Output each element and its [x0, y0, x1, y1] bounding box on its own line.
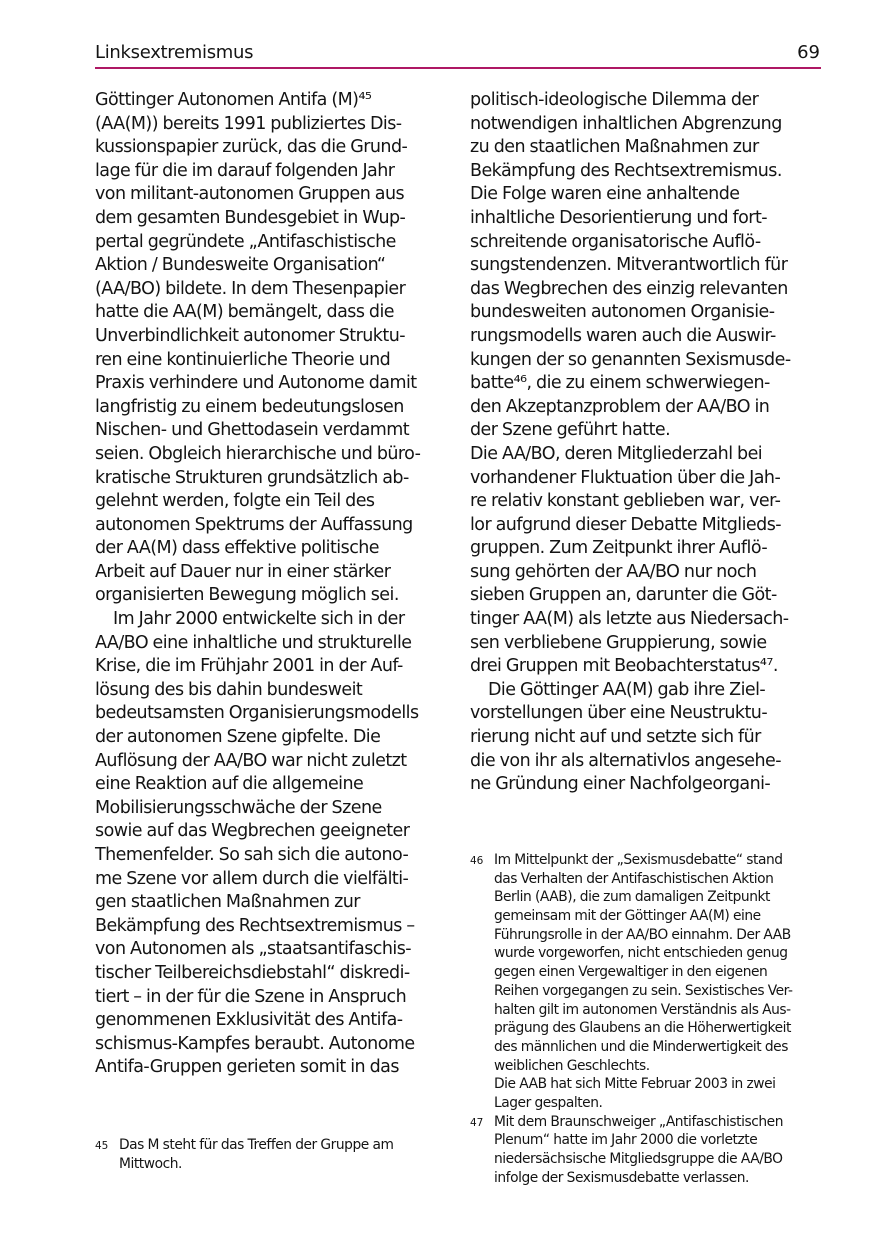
body-line: Die Göttinger AA(M) gab ihre Ziel-: [488, 679, 766, 700]
footnote-line: infolge der Sexismusdebatte verlassen.: [494, 1169, 749, 1186]
body-line: kussionspapier zurück, das die Grund-: [95, 137, 408, 158]
body-line: ne Gründung einer Nachfolgeorgani-: [470, 774, 771, 795]
paragraph: [470, 679, 824, 797]
body-line: dem gesamten Bundesgebiet in Wup-: [95, 207, 406, 228]
body-line: gelehnt werden, folgte ein Teil des: [95, 491, 375, 512]
body-line: (AA(M)) bereits 1991 publiziertes Dis-: [95, 113, 402, 134]
body-line: re relativ konstant geblieben war, ver-: [470, 491, 781, 512]
body-line: der autonomen Szene gipfelte. Die: [95, 727, 381, 748]
body-line: Auflösung der AA/BO war nicht zuletzt: [95, 750, 407, 771]
footnote-marker: 46: [470, 855, 484, 867]
body-line: lor aufgrund dieser Debatte Mitglieds-: [470, 514, 782, 535]
paragraph: [470, 443, 824, 679]
body-line: sen verbliebene Gruppierung, sowie: [470, 632, 767, 653]
footnote-line: Das M steht für das Treffen der Gruppe am: [119, 1137, 394, 1153]
footnote-line: Plenum“ hatte im Jahr 2000 die vorletzte: [494, 1132, 758, 1149]
footnote-line: Mittwoch.: [119, 1155, 182, 1172]
paragraph: [95, 608, 445, 1080]
body-line: batte⁴⁶, die zu einem schwerwiegen-: [470, 373, 770, 394]
footnote-line: Im Mittelpunkt der „Sexismusdebatte“ stand: [494, 852, 783, 868]
body-line: Aktion / Bundesweite Organisation“: [95, 255, 386, 276]
footnote-marker: 47: [470, 1116, 484, 1129]
footnote-line: Führungsrolle in der AA/BO einnahm. Der AAB: [494, 926, 791, 943]
body-line: Bekämpfung des Rechtsextremismus.: [470, 160, 782, 181]
body-line: Antifa-Gruppen gerieten somit in das: [95, 1057, 399, 1078]
body-line: autonomen Spektrums der Auffassung: [95, 514, 413, 535]
body-line: vorstellungen über eine Neustruktu-: [470, 703, 768, 724]
footnote: [470, 1113, 824, 1188]
body-line: sungstendenzen. Mitverantwortlich für: [470, 255, 788, 276]
body-line: (AA/BO) bildete. In dem Thesenpapier: [95, 278, 406, 299]
body-line: me Szene vor allem durch die vielfälti-: [95, 868, 409, 889]
body-line: lage für die im darauf folgenden Jahr: [95, 160, 395, 181]
footnote: [95, 1136, 445, 1173]
body-line: die von ihr als alternativlos angesehe-: [470, 750, 782, 771]
paragraph: [95, 89, 445, 608]
footnote: [470, 851, 824, 1113]
footnote-line: Die AAB hat sich Mitte Februar 2003 in zwei: [494, 1076, 776, 1093]
body-line: sieben Gruppen an, darunter die Göt-: [470, 585, 777, 606]
body-line: sung gehörten der AA/BO nur noch: [470, 561, 757, 582]
body-line: den Akzeptanzproblem der AA/BO in: [470, 396, 770, 417]
body-line: gruppen. Zum Zeitpunkt ihrer Auflö-: [470, 538, 768, 559]
body-line: organisierten Bewegung möglich sei.: [95, 585, 399, 606]
body-line: Unverbindlichkeit autonomer Struktu-: [95, 325, 405, 346]
body-line: von militant-autonomen Gruppen aus: [95, 184, 405, 205]
footnote-line: weiblichen Geschlechts.: [494, 1057, 650, 1074]
footnote-line: Berlin (AAB), die zum damaligen Zeitpunkt: [494, 889, 770, 906]
body-line: notwendigen inhaltlichen Abgrenzung: [470, 113, 782, 134]
body-line: kungen der so genannten Sexismusde-: [470, 349, 791, 370]
body-line: Im Jahr 2000 entwickelte sich in der: [113, 609, 405, 630]
body-line: der AA(M) dass effektive politische: [95, 538, 380, 559]
body-line: rierung nicht auf und setzte sich für: [470, 727, 761, 748]
body-line: rungsmodells waren auch die Auswir-: [470, 325, 776, 346]
footnote-line: wurde vorgeworfen, nicht entschieden genug: [494, 945, 788, 962]
footnote-line: Reihen vorgegangen zu sein. Sexistisches Ver-: [494, 982, 793, 999]
body-line: der Szene geführt hatte.: [470, 420, 671, 441]
body-line: das Wegbrechen des einzig relevanten: [470, 278, 788, 299]
body-line: hatte die AA(M) bemängelt, dass die: [95, 302, 394, 323]
body-line: inhaltliche Desorientierung und fort-: [470, 207, 768, 228]
body-line: tischer Teilbereichsdiebstahl“ diskredi-: [95, 962, 410, 983]
column-left: [95, 89, 445, 1080]
footnote-line: des männlichen und die Minderwertigkeit des: [494, 1038, 788, 1055]
body-line: tinger AA(M) als letzte aus Niedersach-: [470, 609, 789, 630]
running-header-title: Linksextremismus: [95, 42, 254, 63]
footnote-line: gemeinsam mit der Göttinger AA(M) eine: [494, 908, 761, 925]
footnotes-left: [95, 1136, 445, 1173]
footnote-line: Mit dem Braunschweiger „Antifaschistischen: [494, 1113, 783, 1130]
body-line: seien. Obgleich hierarchische und büro-: [95, 443, 421, 464]
body-line: von Autonomen als „staatsantifaschis-: [95, 939, 412, 960]
body-line: schismus-Kampfes beraubt. Autonome: [95, 1033, 415, 1054]
body-line: Die Folge waren eine anhaltende: [470, 184, 740, 205]
paragraph: [470, 89, 824, 443]
body-line: Göttinger Autonomen Antifa (M)⁴⁵: [95, 90, 372, 110]
body-line: vorhandener Fluktuation über die Jah-: [470, 467, 781, 488]
header-rule: [95, 67, 821, 69]
footnote-marker: 45: [95, 1140, 109, 1152]
body-line: zu den staatlichen Maßnahmen zur: [470, 137, 759, 158]
footnote-line: prägung des Glaubens an die Höherwertigkeit: [494, 1020, 791, 1037]
body-line: politisch-ideologische Dilemma der: [470, 90, 759, 110]
body-line: lösung des bis dahin bundesweit: [95, 679, 363, 700]
body-line: langfristig zu einem bedeutungslosen: [95, 396, 404, 417]
body-line: genommenen Exklusivität des Antifa-: [95, 1010, 403, 1031]
footnote-line: gegen einen Vergewaltiger in den eigenen: [494, 964, 768, 981]
body-line: Krise, die im Frühjahr 2001 in der Auf-: [95, 656, 403, 677]
column-right: [470, 89, 824, 797]
body-line: kratische Strukturen grundsätzlich ab-: [95, 467, 409, 488]
body-line: bundesweiten autonomen Organisie-: [470, 302, 775, 323]
body-line: Praxis verhindere und Autonome damit: [95, 373, 417, 394]
body-line: Mobilisierungsschwäche der Szene: [95, 797, 382, 818]
body-line: ren eine kontinuierliche Theorie und: [95, 349, 391, 370]
body-line: drei Gruppen mit Beobachterstatus⁴⁷.: [470, 656, 778, 677]
body-line: gen staatlichen Maßnahmen zur: [95, 892, 360, 913]
footnote-line: niedersächsische Mitgliedsgruppe die AA/BO: [494, 1151, 783, 1167]
body-line: bedeutsamsten Organisierungsmodells: [95, 703, 419, 724]
body-line: pertal gegründete „Antifaschistische: [95, 231, 396, 252]
body-line: schreitende organisatorische Auflö-: [470, 231, 761, 252]
body-line: Bekämpfung des Rechtsextremismus –: [95, 915, 415, 936]
body-line: eine Reaktion auf die allgemeine: [95, 774, 364, 795]
body-line: Die AA/BO, deren Mitgliederzahl bei: [470, 443, 763, 464]
body-line: tiert – in der für die Szene in Anspruch: [95, 986, 407, 1007]
body-line: Nischen- und Ghettodasein verdammt: [95, 420, 410, 441]
body-line: AA/BO eine inhaltliche und strukturelle: [95, 632, 412, 653]
footnotes-right: [470, 851, 824, 1187]
footnote-line: Lager gespalten.: [494, 1094, 603, 1111]
body-line: Themenfelder. So sah sich die autono-: [95, 845, 409, 865]
footnote-line: halten gilt im autonomen Verständnis als Aus-: [494, 1001, 791, 1018]
body-line: Arbeit auf Dauer nur in einer stärker: [95, 561, 391, 582]
body-line: sowie auf das Wegbrechen geeigneter: [95, 821, 410, 842]
footnote-line: das Verhalten der Antifaschistischen Aktion: [494, 870, 774, 887]
page-number: 69: [797, 42, 820, 63]
